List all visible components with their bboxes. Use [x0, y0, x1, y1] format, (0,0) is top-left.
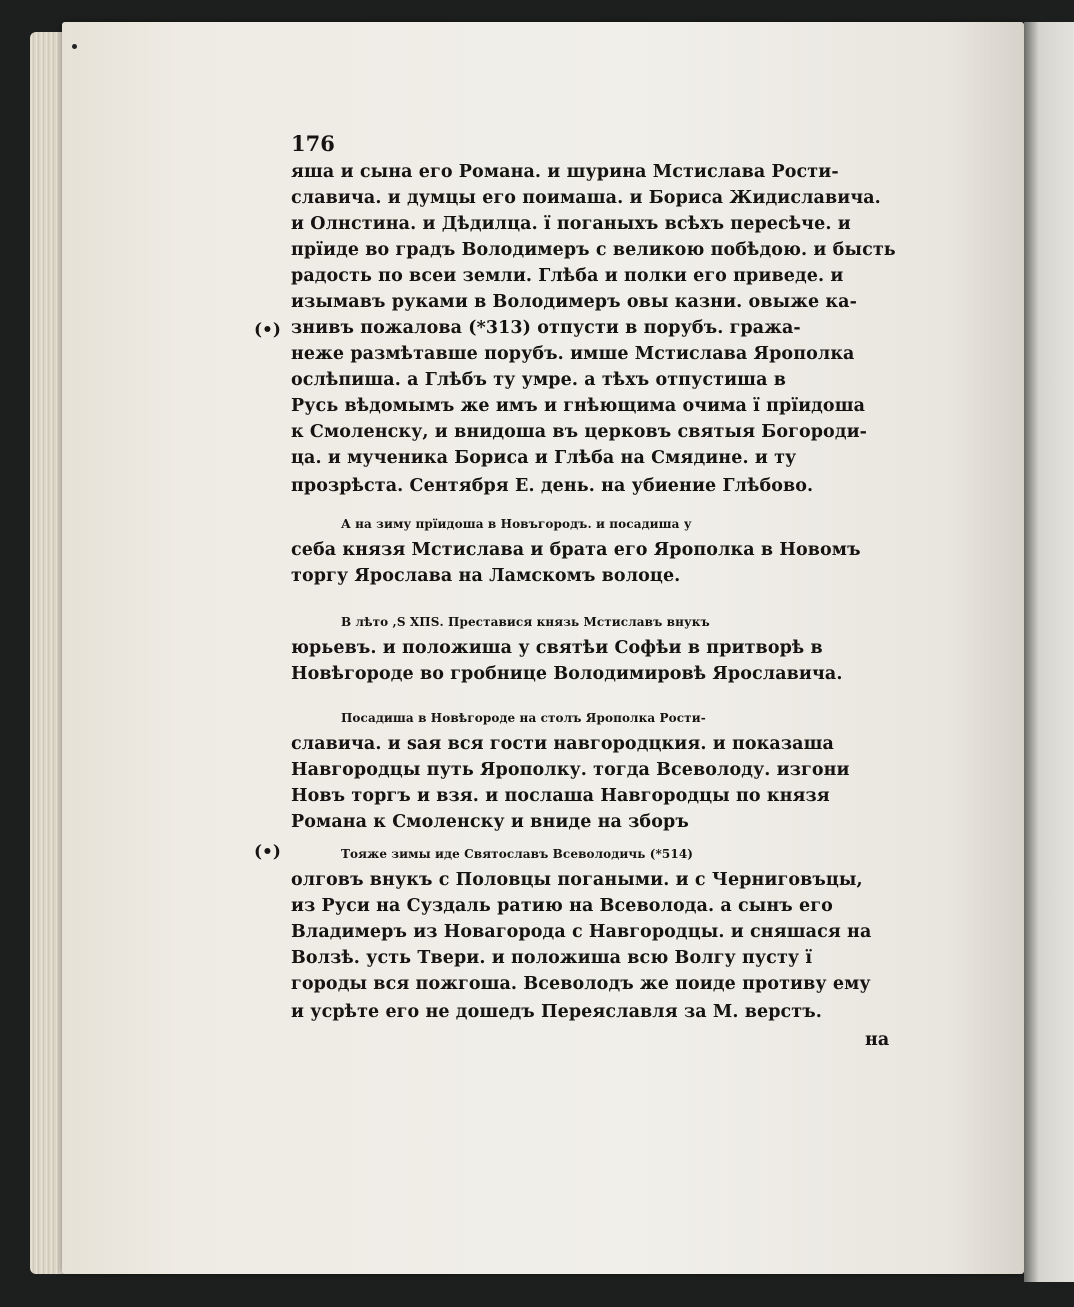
text-line: прїиде во градъ Володимеръ с великою побѣдою. и бысть [291, 240, 896, 260]
margin-mark: (•) [254, 320, 281, 340]
text-line: олговъ внукъ с Половцы погаными. и с Черниговъцы, [291, 870, 863, 890]
catchword: на [865, 1030, 890, 1050]
text-line: Посадиша в Новѣгороде на столъ Ярополка Рости- [341, 711, 706, 725]
text-line: А на зиму прїидоша в Новъгородъ. и посадиша у [341, 517, 692, 531]
page-number: 176 [291, 131, 335, 156]
text-line: и Олнстина. и Дѣдилца. ї поганыхъ всѣхъ пересѣче. и [291, 214, 851, 234]
text-line: к Смоленску, и внидоша въ церковъ святыя Богороди- [291, 422, 868, 442]
text-line: ца. и мученика Бориса и Глѣба на Смядине. и ту [291, 448, 797, 468]
text-line: Тояже зимы иде Святославъ Всеволодичь (*514) [341, 847, 694, 861]
text-line: знивъ пожалова (*313) отпусти в порубъ. гража- [291, 318, 801, 338]
facing-page-edge [1024, 22, 1074, 1282]
text-line: Романа к Смоленску и вниде на зборъ [291, 812, 689, 832]
text-line: городы вся пожгоша. Всеволодъ же поиде противу ему [291, 974, 871, 994]
text-line: ослѣпиша. а Глѣбъ ту умре. а тѣхъ отпустиша в [291, 370, 786, 390]
text-line: славича. и sая вся гости навгородцкия. и показаша [291, 734, 834, 754]
text-line: Новъ торгъ и взя. и послаша Навгородцы по князя [291, 786, 830, 806]
text-line: изымавъ руками в Володимеръ овы казни. овыже ка- [291, 292, 857, 312]
margin-mark: (•) [254, 842, 281, 862]
text-line: В лѣто ,Ѕ ХПЅ. Преставися князь Мстиславъ внукъ [341, 615, 710, 629]
text-line: юрьевъ. и положиша у святѣи Софѣи в притворѣ в [291, 638, 823, 658]
text-line: неже размѣтавше порубъ. имше Мстислава Ярополка [291, 344, 855, 364]
text-line: Новѣгороде во гробнице Володимировѣ Ярославича. [291, 664, 843, 684]
text-line: торгу Ярослава на Ламскомъ волоце. [291, 566, 681, 586]
text-line: яша и сына его Романа. и шурина Мстислава Рости- [291, 162, 839, 182]
text-line: Волзѣ. усть Твери. и положиша всю Волгу пусту ї [291, 948, 813, 968]
text-line: и усрѣте его не дошедъ Переяславля за М. верстъ. [291, 1002, 822, 1022]
ink-dot [72, 44, 77, 49]
text-line: Навгородцы путь Ярополку. тогда Всеволоду. изгони [291, 760, 850, 780]
text-line: славича. и думцы его поимаша. и Бориса Жидиславича. [291, 188, 881, 208]
text-line: из Руси на Суздаль ратию на Всеволода. а сынъ его [291, 896, 833, 916]
text-line: Русь вѣдомымъ же имъ и гнѣющима очима ї прїидоша [291, 396, 866, 416]
text-line: себа князя Мстислава и брата его Ярополка в Новомъ [291, 540, 861, 560]
text-line: прозрѣста. Сентября Е. день. на убиение Глѣбово. [291, 476, 814, 496]
text-line: Владимеръ из Новагорода с Навгородцы. и сняшася на [291, 922, 872, 942]
text-line: радость по всеи земли. Глѣба и полки его приведе. и [291, 266, 844, 286]
